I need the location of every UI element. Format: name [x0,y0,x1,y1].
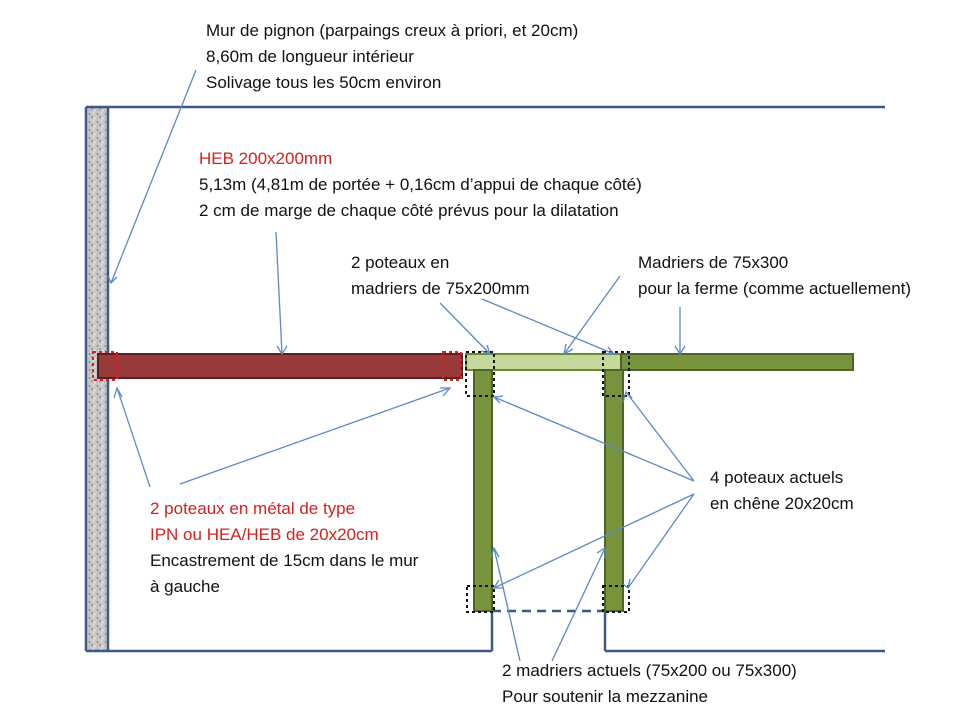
truss-joists-line2: pour la ferme (comme actuellement) [638,279,912,298]
metal-posts-line1: 2 poteaux en métal de type [150,499,356,518]
heb-line1: HEB 200x200mm [199,149,333,168]
new-posts-line1: 2 poteaux en [351,253,450,272]
existing-posts-line1: 4 poteaux actuels [710,468,844,487]
metal-posts-note [150,496,418,600]
gable-wall-line3: Solivage tous les 50cm environ [206,73,442,92]
new-posts-line2: madriers de 75x200mm [351,279,530,298]
truss-joists-note [638,250,911,302]
existing-posts-line2: en chêne 20x20cm [710,494,854,513]
metal-posts-line2: IPN ou HEA/HEB de 20x20cm [150,525,379,544]
existing-posts-note [710,465,854,517]
truss-joists-line1: Madriers de 75x300 [638,253,789,272]
heb-line3: 2 cm de marge de chaque côté prévus pour la dilatation [199,201,619,220]
gable-wall-line1: Mur de pignon (parpaings creux à priori, et 20cm) [206,21,579,40]
gable-wall-note [206,18,578,96]
oak-post-left [474,370,492,611]
heb-beam [98,354,462,378]
heb-line2: 5,13m (4,81m de portée + 0,16cm d’appui de chaque côté) [199,175,642,194]
existing-joists-note [502,658,797,710]
gable-wall-line2: 8,60m de longueur intérieur [206,47,414,66]
metal-posts-line3: Encastrement de 15cm dans le mur [150,551,419,570]
truss-joist [621,354,853,370]
oak-post-right [605,370,623,611]
metal-posts-line4: à gauche [150,577,220,596]
heb-note [199,146,642,224]
new-joist [466,354,621,370]
new-posts-note [351,250,530,302]
existing-joists-line2: Pour soutenir la mezzanine [502,687,709,706]
existing-joists-line1: 2 madriers actuels (75x200 ou 75x300) [502,661,797,680]
